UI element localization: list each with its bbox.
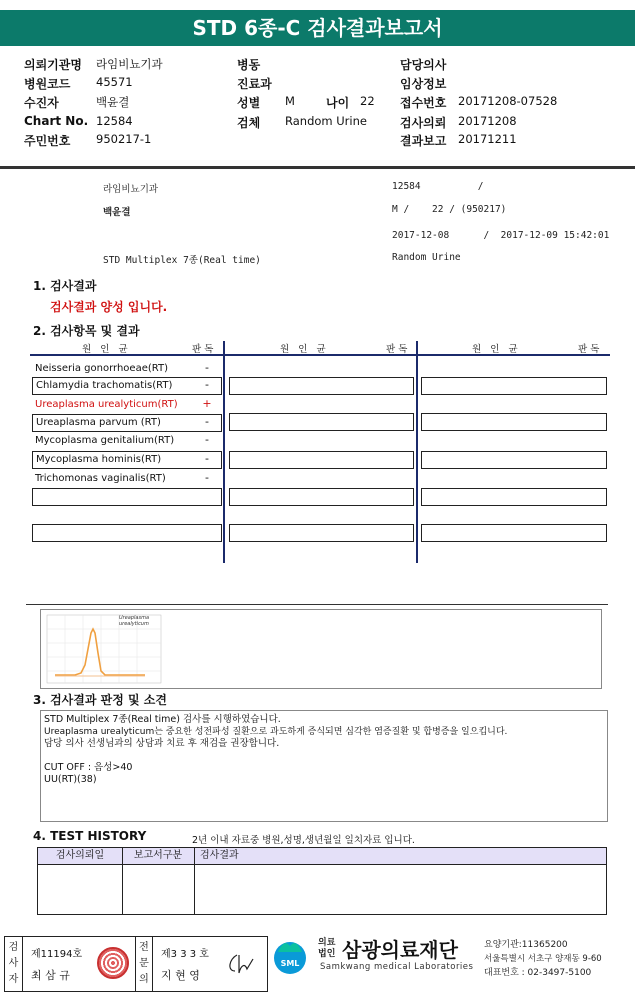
section2-title: 2. 검사항목 및 결과 — [33, 324, 140, 338]
org-code: 요양기관:11365200 — [484, 940, 568, 950]
section1-title: 1. 검사결과 — [33, 279, 97, 293]
reviewer-signature — [223, 951, 261, 977]
info-label: 병동 — [237, 58, 261, 72]
info-label: 진료과 — [237, 77, 272, 91]
organism-name: Mycoplasma genitalium(RT) — [35, 435, 175, 446]
info-value: 20171211 — [458, 132, 517, 146]
organism-result: - — [205, 471, 209, 484]
summary-chart: 12584 / — [392, 181, 484, 192]
history-table — [37, 847, 607, 915]
organism-name: Ureaplasma parvum (RT) — [32, 414, 222, 432]
info-value: Random Urine — [285, 114, 367, 128]
history-col: 보고서구분 — [133, 850, 183, 861]
empty-cell — [421, 451, 607, 469]
empty-cell — [32, 524, 222, 542]
info-label: 임상정보 — [400, 77, 447, 91]
empty-cell — [229, 524, 414, 542]
organism-result: - — [205, 378, 209, 391]
org-address: 서울특별시 서초구 양재동 9-60 — [484, 954, 602, 964]
org-prefix-line: 의료 — [318, 938, 336, 948]
col-header: 원 인 균 — [472, 344, 518, 355]
info-label: 담당의사 — [400, 58, 447, 72]
empty-cell — [229, 488, 414, 506]
history-col: 검사의뢰일 — [55, 850, 105, 861]
empty-cell — [229, 413, 414, 431]
graph-label-line: urealyticum — [119, 621, 149, 627]
comment-line: CUT OFF : 음성>40 — [44, 762, 133, 773]
empty-cell — [32, 488, 222, 506]
summary-dates: 2017-12-08 / 2017-12-09 15:42:01 — [392, 230, 610, 241]
organism-result: - — [205, 452, 209, 465]
graph-label-line: Ureaplasma — [119, 615, 150, 621]
info-value: 22 — [360, 94, 375, 108]
info-label: Chart No. — [24, 114, 89, 128]
info-label: 나이 — [326, 96, 350, 110]
empty-cell — [421, 524, 607, 542]
history-note: 2년 이내 자료중 병원,성명,생년월일 일치자료 입니다. — [192, 835, 415, 846]
info-label: 의뢰기관명 — [24, 58, 82, 72]
graph-label — [119, 615, 149, 627]
header-divider — [0, 166, 635, 169]
column-divider — [416, 341, 418, 563]
summary-clinic: 라임비뇨기과 — [103, 184, 159, 195]
history-divider — [122, 848, 123, 914]
comment-line: UU(RT)(38) — [44, 774, 97, 785]
org-name: 삼광의료재단 — [342, 938, 458, 962]
info-value: 백윤결 — [96, 95, 130, 109]
inspector-name: 최 삼 규 — [31, 969, 70, 982]
reviewer-label: 전문의 — [135, 937, 153, 991]
organism-result-positive: + — [202, 397, 212, 410]
inspector-seal — [97, 947, 129, 979]
info-value: 20171208-07528 — [458, 94, 558, 108]
info-value: 20171208 — [458, 114, 517, 128]
summary-specimen: Random Urine — [392, 252, 461, 263]
inspector-number: 제11194호 — [31, 949, 83, 960]
col-header: 원 인 균 — [280, 344, 326, 355]
graph-divider — [26, 604, 608, 605]
organism-name: Chlamydia trachomatis(RT) — [32, 377, 222, 395]
column-divider — [223, 341, 225, 563]
comment-line: 담당 의사 선생님과의 상담과 치료 후 재검을 권장합니다. — [44, 738, 280, 749]
info-value: 45571 — [96, 75, 133, 89]
info-value: 12584 — [96, 114, 133, 128]
info-value: M — [285, 94, 295, 108]
history-col: 검사결과 — [200, 850, 239, 861]
info-value: 라임비뇨기과 — [96, 57, 163, 71]
inspector-label: 검사자 — [5, 937, 23, 991]
section4-title: 4. TEST HISTORY — [33, 829, 147, 843]
info-label: 주민번호 — [24, 134, 71, 148]
empty-cell — [229, 451, 414, 469]
comment-line: Ureaplasma urealyticum는 중요한 성전파성 질환으로 과도하게 증식되면 심각한 염증질환 및 합병증을 일으킵니다. — [44, 727, 508, 737]
reviewer-number: 제3 3 3 호 — [161, 949, 209, 960]
org-english: Samkwang medical Laboratories — [320, 962, 474, 972]
info-label: 접수번호 — [400, 96, 447, 110]
organism-name: Trichomonas vaginalis(RT) — [35, 473, 166, 484]
info-label: 성별 — [237, 96, 261, 110]
organism-result: - — [205, 415, 209, 428]
result-summary: 검사결과 양성 입니다. — [50, 300, 168, 314]
info-label: 검사의뢰 — [400, 116, 447, 130]
col-header: 원 인 균 — [82, 344, 128, 355]
organism-name-positive: Ureaplasma urealyticum(RT) — [35, 399, 178, 410]
empty-cell — [229, 377, 414, 395]
comment-line — [44, 750, 604, 762]
info-value: 950217-1 — [96, 132, 152, 146]
summary-patient: 백윤결 — [103, 207, 131, 218]
signature-box — [4, 936, 268, 992]
judge-header: 판 독 — [192, 344, 214, 355]
info-label: 검체 — [237, 116, 261, 130]
org-prefix-line: 법인 — [318, 949, 336, 959]
comment-box — [40, 710, 608, 822]
organism-result: - — [205, 361, 209, 374]
organism-result: - — [205, 433, 209, 446]
organism-name: Mycoplasma hominis(RT) — [32, 451, 222, 469]
pcr-graph-box — [40, 609, 602, 689]
info-label: 결과보고 — [400, 134, 447, 148]
empty-cell — [421, 413, 607, 431]
info-label: 병원코드 — [24, 77, 71, 91]
judge-header: 판 독 — [578, 344, 600, 355]
organism-name: Neisseria gonorrhoeae(RT) — [35, 363, 168, 374]
logo-text: SML — [280, 959, 300, 968]
summary-test: STD Multiplex 7종(Real time) — [103, 255, 261, 266]
comment-line: STD Multiplex 7종(Real time) 검사를 시행하였습니다. — [44, 714, 281, 725]
judge-header: 판 독 — [386, 344, 408, 355]
reviewer-name: 지 현 영 — [161, 969, 200, 982]
info-label: 수진자 — [24, 96, 59, 110]
info-row — [24, 56, 82, 73]
org-contact — [484, 938, 602, 980]
report-title: STD 6종-C 검사결과보고서 — [0, 10, 635, 46]
history-divider — [194, 848, 195, 914]
sml-logo-icon — [272, 936, 308, 972]
org-prefix — [318, 938, 335, 960]
summary-sex-age: M / 22 / (950217) — [392, 204, 507, 215]
section3-title: 3. 검사결과 판정 및 소견 — [33, 693, 167, 707]
empty-cell — [421, 488, 607, 506]
empty-cell — [421, 377, 607, 395]
org-phone: 대표번호 : 02-3497-5100 — [484, 968, 592, 978]
